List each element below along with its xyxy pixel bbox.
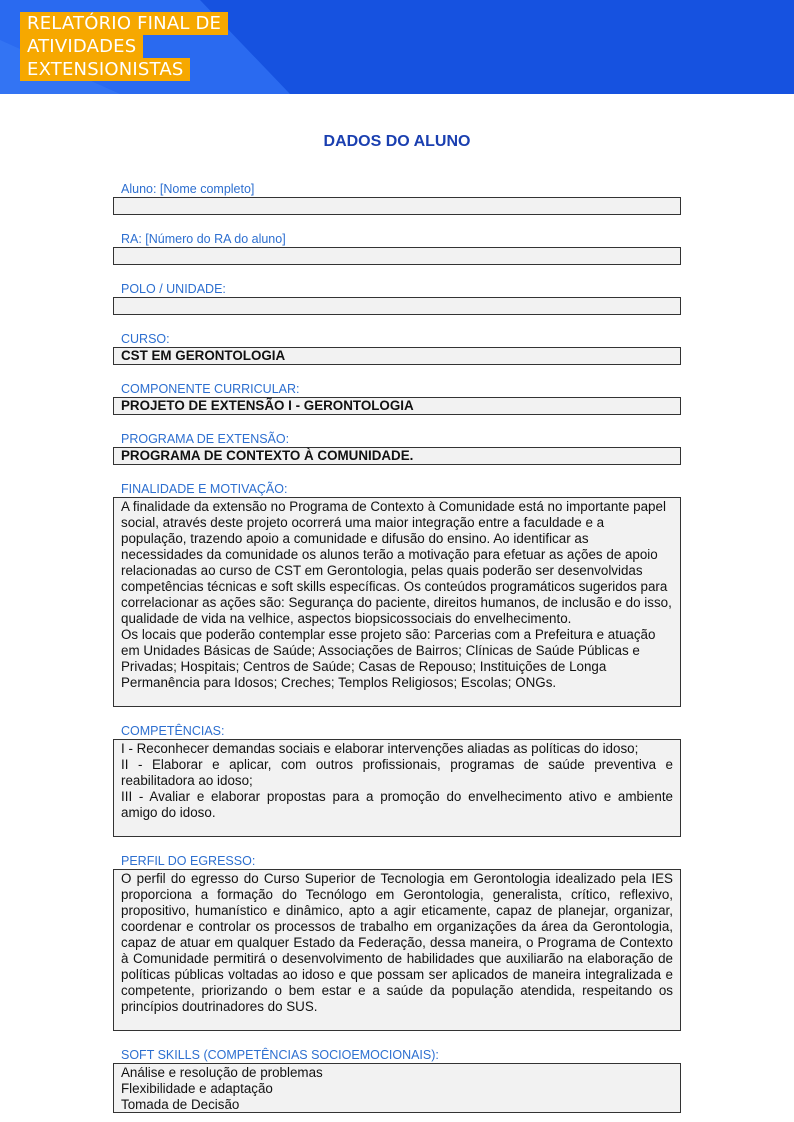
finalidade-paragraph: Os locais que poderão contemplar esse projeto são: Parcerias com a Prefeitura e atuação em Unidades Básicas de Saúde; Associações de Bairros; Clínicas de Saúde Públicas e Privadas; Hospitais; Centros de Saúde; Casas de Repouso; Instituições de Longa Permanência para Idosos; Creches; Templos Religiosos; Escolas; ONGs.: [121, 627, 656, 690]
competencia-item: II - Elaborar e aplicar, com outros profissionais, programas de saúde preventiva e reabilitadora ao idoso;: [121, 757, 673, 788]
programa-value[interactable]: PROGRAMA DE CONTEXTO À COMUNIDADE.: [113, 447, 681, 465]
soft-skills-text[interactable]: [113, 1063, 681, 1113]
perfil-text[interactable]: [113, 869, 681, 1031]
field-ra: [113, 231, 681, 265]
section-title: DADOS DO ALUNO: [323, 133, 471, 150]
soft-skill-item: Análise e resolução de problemas: [121, 1065, 323, 1080]
field-curso-label: CURSO:: [121, 332, 170, 346]
field-aluno: [113, 181, 681, 215]
finalidade-text[interactable]: [113, 497, 681, 707]
field-polo: [113, 281, 681, 315]
field-ra-label: RA: [Número do RA do aluno]: [121, 232, 286, 246]
field-competencias-label: COMPETÊNCIAS:: [121, 724, 225, 738]
soft-skill-item: Flexibilidade e adaptação: [121, 1081, 273, 1096]
field-aluno-label: Aluno: [Nome completo]: [121, 182, 255, 196]
competencia-item: III - Avaliar e elaborar propostas para a promoção do envelhecimento ativo e ambiente amigo do idoso.: [121, 789, 673, 820]
field-componente-label: COMPONENTE CURRICULAR:: [121, 382, 300, 396]
report-title-line-2: ATIVIDADES: [20, 35, 143, 58]
field-finalidade-label: FINALIDADE E MOTIVAÇÃO:: [121, 482, 288, 496]
finalidade-paragraph: A finalidade da extensão no Programa de Contexto à Comunidade está no importante papel social, através deste projeto ocorrerá uma maior integração entre a faculdade e a população, trazendo apoio a comunidade e difusão do ensino. Ao identificar as necessidades da comunidade os alunos terão a motivação para efetuar as ações de apoio relacionadas ao curso de CST em Gerontologia, pelas quais poderão ser desenvolvidas competências técnicas e soft skills específicas. Os conteúdos programáticos sugeridos para correlacionar as ações são: Segurança do paciente, direitos humanos, de inclusão e do isso, qualidade de vida na velhice, aspectos biopsicossociais do envelhecimento.: [121, 499, 672, 626]
field-curso: [113, 331, 681, 365]
field-programa-label: PROGRAMA DE EXTENSÃO:: [121, 432, 290, 446]
field-soft-skills: [113, 1047, 681, 1113]
soft-skill-item: Tomada de Decisão: [121, 1097, 240, 1112]
field-componente: [113, 381, 681, 415]
curso-value[interactable]: CST EM GERONTOLOGIA: [113, 347, 681, 365]
field-polo-label: POLO / UNIDADE:: [121, 282, 226, 296]
report-title-line-3: EXTENSIONISTAS: [20, 58, 190, 81]
componente-value[interactable]: PROJETO DE EXTENSÃO I - GERONTOLOGIA: [113, 397, 681, 415]
field-programa: [113, 431, 681, 465]
aluno-input[interactable]: [113, 197, 681, 215]
polo-input[interactable]: [113, 297, 681, 315]
field-perfil: [113, 853, 681, 1031]
ra-input[interactable]: [113, 247, 681, 265]
header-banner: [0, 0, 794, 94]
field-finalidade: [113, 481, 681, 707]
field-perfil-label: PERFIL DO EGRESSO:: [121, 854, 256, 868]
field-soft-skills-label: SOFT SKILLS (COMPETÊNCIAS SOCIOEMOCIONAIS):: [121, 1048, 439, 1062]
competencia-item: I - Reconhecer demandas sociais e elaborar intervenções aliadas as políticas do idoso;: [121, 741, 639, 756]
competencias-text[interactable]: [113, 739, 681, 837]
report-title-line-1: RELATÓRIO FINAL DE: [20, 12, 228, 35]
field-competencias: [113, 723, 681, 837]
perfil-paragraph: O perfil do egresso do Curso Superior de Tecnologia em Gerontologia idealizado pela IES proporciona a formação do Tecnólogo em Gerontologia, generalista, crítico, reflexivo, propositivo, humanístico e dinâmico, apto a agir eticamente, capaz de planejar, organizar, coordenar e controlar os processos de trabalho em organizações da área da Gerontologia, capaz de atuar em qualquer Estado da Federação, dessa maneira, o Programa de Contexto à Comunidade permitirá o desenvolvimento de habilidades que auxiliarão na elaboração de políticas públicas voltadas ao idoso e que possam ser aplicados de maneira integralizada e competente, priorizando o bem estar e a saúde da população atendida, respeitando os princípios doutrinadores do SUS.: [121, 871, 673, 1014]
report-title: [20, 12, 228, 81]
